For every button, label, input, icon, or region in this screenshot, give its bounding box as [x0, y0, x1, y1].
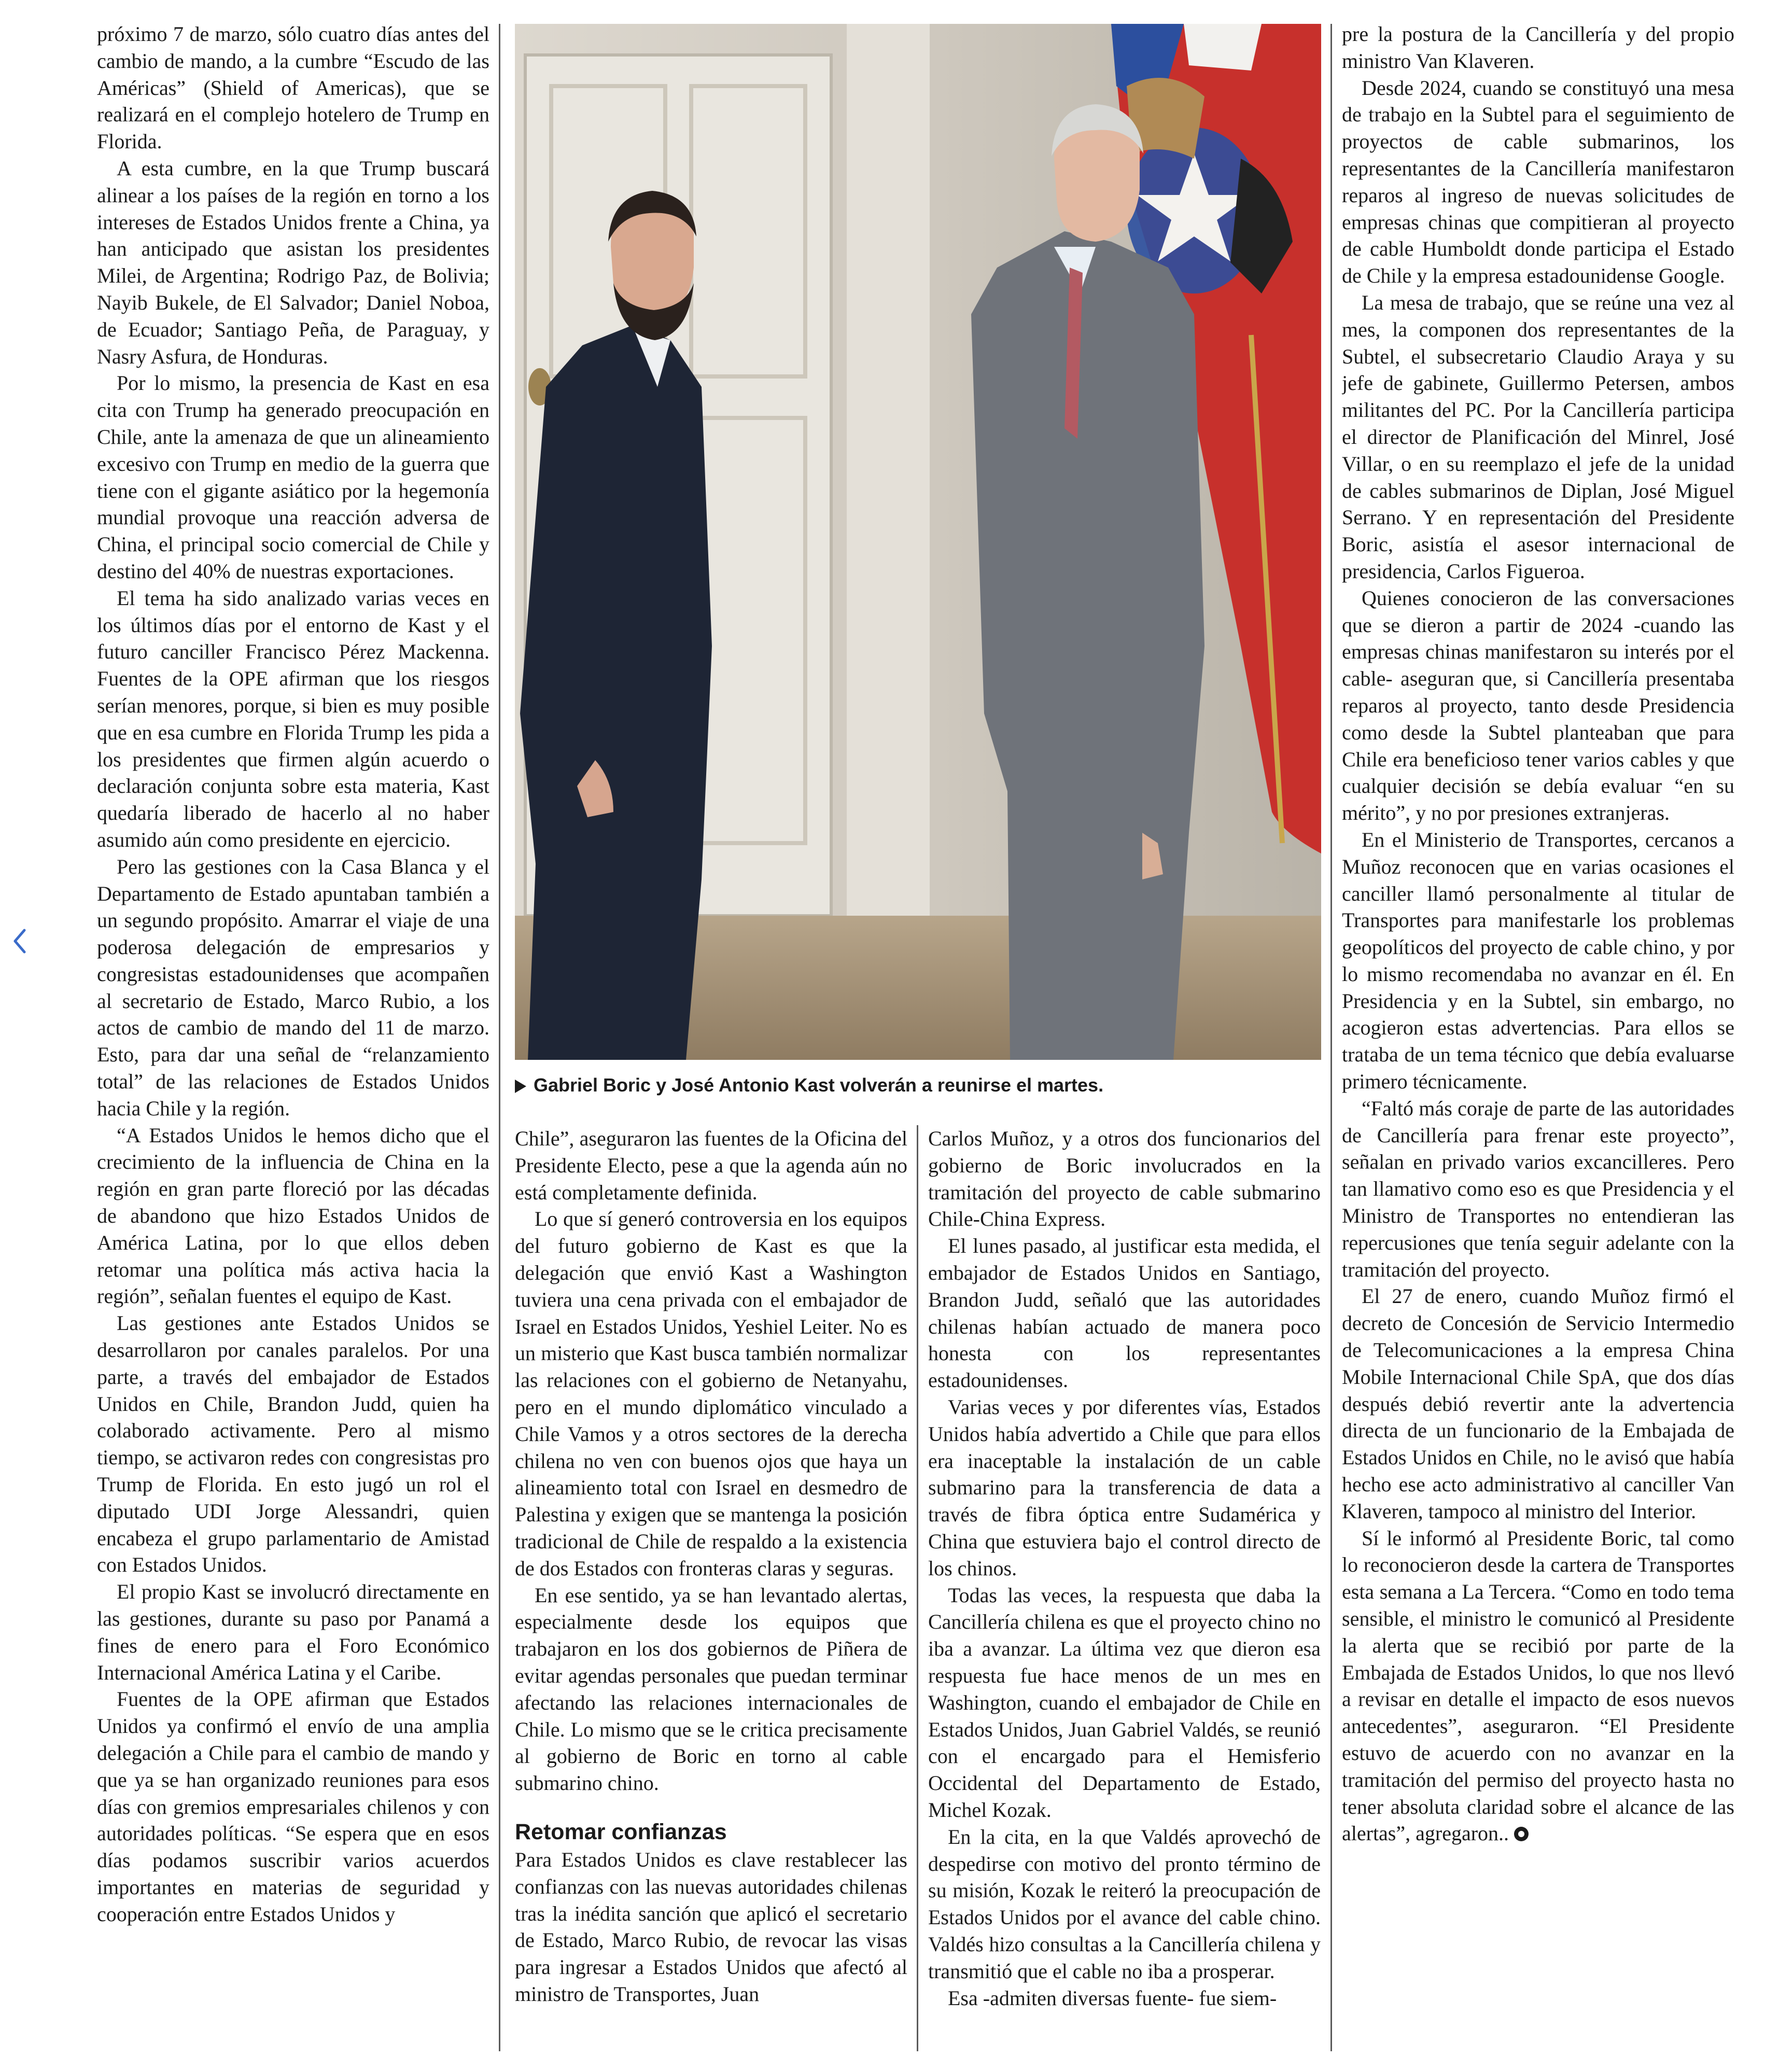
- column-rule: [917, 1125, 918, 2051]
- paragraph: Todas las veces, la respuesta que daba la Cancillería chilena es que el proyecto chino no iba a avanzar. La última vez que dieron esa respuesta fue hace menos de un mes en Washington, cuando el embajador de Chile en Estados Unidos, Juan Gabriel Valdés, se reunió con el encargado para el Hemisferio Occidental del Departamento de Estado, Michel Kozak.: [928, 1583, 1321, 1822]
- triangle-right-icon: [515, 1080, 526, 1093]
- paragraph: El 27 de enero, cuando Muñoz firmó el decreto de Concesión de Servicio Intermedio de Telecomunicaciones a la empresa China Mobile Internacional Chile SpA, que dos días después debió revertir ante la advertencia directa de un funcionario de la Embajada de Estados Unidos en Chile, no le avisó que había hecho ese acto administrativo al canciller Van Klaveren, tampoco al ministro del Interior.: [1342, 1284, 1734, 1523]
- paragraph: La mesa de trabajo, que se reúne una vez al mes, la componen dos representantes de la Subtel, el subsecretario Claudio Araya y su jefe de gabinete, Guillermo Petersen, ambos militantes del PC. Por la Cancillería participa el director de Planificación del Minrel, José Villar, o en su reemplazo el jefe de la unidad de cables submarinos de Diplan, José Miguel Serrano. Y en representación del Presidente Boric, asistía el asesor internacional de presidencia, Carlos Figueroa.: [1342, 290, 1734, 583]
- paragraph: Fuentes de la OPE afirman que Estados Unidos ya confirmó el envío de una amplia delegación a Chile para el cambio de mando y que ya se han organizado reuniones para esos días con gremios empresariales chilenos y con autoridades políticas. “Se espera que en esos días podamos suscribir varios acuerdos importantes en materias de seguridad y cooperación entre Estados Unidos y: [97, 1687, 489, 1926]
- article-column-2: [515, 1125, 907, 2059]
- chevron-left-icon: [12, 928, 27, 954]
- photo-caption-text: Gabriel Boric y José Antonio Kast volverán a reunirse el martes.: [534, 1074, 1104, 1096]
- article-column-1: [97, 21, 489, 2059]
- article-photo: [515, 24, 1321, 1060]
- paragraph: En el Ministerio de Transportes, cercanos a Muñoz reconocen que en varias ocasiones el canciller llamó personalmente al titular de Transportes para manifestarle los problemas geopolíticos del proyecto de cable chino, y por lo mismo recomendaba no avanzar en él. En Presidencia y en la Subtel, sin embargo, no acogieron estas advertencias. Para ellos se trataba de un tema técnico que debía evaluarse primero técnicamente.: [1342, 828, 1734, 1094]
- paragraph: El lunes pasado, al justificar esta medida, el embajador de Estados Unidos en Santiago, Brandon Judd, señaló que las autoridades chilenas habían actuado de manera poco honesta con los representantes estadounidenses.: [928, 1234, 1321, 1392]
- paragraph: Chile”, aseguraron las fuentes de la Oficina del Presidente Electo, pese a que la agenda aún no está completamente definida.: [515, 1127, 907, 1204]
- paragraph: Las gestiones ante Estados Unidos se desarrollaron por canales paralelos. Por una parte, a través del embajador de Estados Unidos en Chile, Brandon Judd, quien ha colaborado activamente. Pero al mismo tiempo, se activaron redes con congresistas pro Trump de Florida. En esto jugó un rol el diputado UDI Jorge Alessandri, quien encabeza el grupo parlamentario de Amistad con Estados Unidos.: [97, 1311, 489, 1577]
- article-column-4: [1342, 21, 1734, 2059]
- paragraph: Carlos Muñoz, y a otros dos funcionarios del gobierno de Boric involucrados en la tramitación del proyecto de cable submarino Chile-China Express.: [928, 1127, 1321, 1231]
- paragraph: Por lo mismo, la presencia de Kast en esa cita con Trump ha generado preocupación en Chile, ante la amenaza de que un alineamiento excesivo con Trump en medio de la guerra que tiene con el gigante asiático por la hegemonía mundial provoque una reacción adversa de China, el principal socio comercial de Chile y destino del 40% de nuestras exportaciones.: [97, 371, 489, 583]
- paragraph: Esa -admiten diversas fuente- fue siem-: [948, 1986, 1277, 2010]
- photo-illustration: [515, 24, 1321, 1060]
- paragraph: pre la postura de la Cancillería y del propio ministro Van Klaveren.: [1342, 22, 1734, 73]
- circle-end-mark-icon: [1514, 1827, 1529, 1841]
- paragraph: El propio Kast se involucró directamente en las gestiones, durante su paso por Panamá a fines de enero para el Foro Económico Internacional América Latina y el Caribe.: [97, 1580, 489, 1684]
- paragraph-text: Sí le informó al Presidente Boric, tal como lo reconocieron desde la cartera de Transportes esta semana a La Tercera. “Como en todo tema sensible, el ministro le comunicó al Presidente la alerta que se recibió por parte de la Embajada de Estados Unidos, lo que nos llevó a revisar en detalle el impacto de esos nuevos antecedentes”, aseguraron. “El Presidente estuvo de acuerdo con no avanzar en la tramitación del permiso del proyecto hasta no tener absoluta claridad sobre el alcance de las alertas”, agregaron..: [1342, 1526, 1734, 1845]
- paragraph: Para Estados Unidos es clave restablecer las confianzas con las nuevas autoridades chilenas tras la inédita sanción que aplicó el secretario de Estado, Marco Rubio, de revocar las visas para ingresar a Estados Unidos que afectó al ministro de Transportes, Juan: [515, 1847, 907, 2006]
- paragraph: “Faltó más coraje de parte de las autoridades de Cancillería para frenar este proyecto”, señalan en privado varios excancilleres. Pero tan llamativo como eso es que Presidencia y el Ministro de Transportes no entendieran las repercusiones que tenía seguir adelante con la tramitación del proyecto.: [1342, 1096, 1734, 1281]
- paragraph: A esta cumbre, en la que Trump buscará alinear a los países de la región en torno a los intereses de Estados Unidos frente a China, ya han anticipado que asistan los presidentes Milei, de Argentina; Rodrigo Paz, de Bolivia; Nayib Bukele, de El Salvador; Daniel Noboa, de Ecuador; Santiago Peña, de Paraguay, y Nasry Asfura, de Honduras.: [97, 156, 489, 368]
- article-column-3: [928, 1125, 1321, 2059]
- paragraph: En ese sentido, ya se han levantado alertas, especialmente desde los equipos que trabajaron en los dos gobiernos de Piñera de evitar agendas personales que puedan terminar afectando las relaciones internacionales de Chile. Lo mismo que se le critica precisamente al gobierno de Boric en torno al cable submarino chino.: [515, 1583, 907, 1795]
- column-rule: [1330, 24, 1332, 2051]
- column-rule: [499, 24, 500, 2051]
- paragraph: Pero las gestiones con la Casa Blanca y el Departamento de Estado apuntaban también a un segundo propósito. Amarrar el viaje de una poderosa delegación de empresarios y congresistas estadounidenses que acompañen al secretario de Estado, Marco Rubio, a los actos de cambio de mando del 11 de marzo. Esto, para dar una señal de “relanzamiento total” de las relaciones de Estados Unidos hacia Chile y la región.: [97, 855, 489, 1120]
- paragraph: Varias veces y por diferentes vías, Estados Unidos había advertido a Chile que para ellos era inaceptable la instalación de un cable submarino para la transferencia de data a través de fibra óptica entre Sudamérica y China que estuviera bajo el control directo de los chinos.: [928, 1395, 1321, 1580]
- paragraph: Lo que sí generó controversia en los equipos del futuro gobierno de Kast es que la delegación que envió Kast a Washington tuviera una cena privada con el embajador de Israel en Estados Unidos, Yeshiel Leiter. No es un misterio que Kast busca también normalizar las relaciones con el gobierno de Netanyahu, pero en el mundo diplomático vinculado a Chile Vamos y a otros sectores de la derecha chilena no ven con buenos ojos que haya un alineamiento total con Israel en desmedro de Palestina y exigen que se mantenga la posición tradicional de Chile de respaldo a la existencia de dos Estados con fronteras claras y seguras.: [515, 1207, 907, 1580]
- section-subheading: Retomar confianzas: [515, 1819, 727, 1844]
- paragraph: [1342, 1525, 1734, 1847]
- paragraph: En la cita, en la que Valdés aprovechó de despedirse con motivo del pronto término de su misión, Kozak le reiteró la preocupación de Estados Unidos por el avance del cable chino. Valdés hizo consultas a la Cancillería chilena y transmitió que el cable no iba a prosperar.: [928, 1825, 1321, 1983]
- photo-caption: [515, 1072, 1321, 1098]
- paragraph: próximo 7 de marzo, sólo cuatro días antes del cambio de mando, a la cumbre “Escudo de las Américas” (Shield of Americas), que se realizará en el complejo hotelero de Trump en Florida.: [97, 22, 489, 153]
- paragraph: Quienes conocieron de las conversaciones que se dieron a partir de 2024 -cuando las empresas chinas manifestaron su interés por el cable- aseguran que, si Cancillería presentaba reparos al proyecto, tanto desde Presidencia como desde la Subtel planteaban que para Chile era beneficioso tener varios cables y que cualquier decisión se debía evaluar “en su mérito”, y no por presiones extranjeras.: [1342, 586, 1734, 825]
- paragraph: Desde 2024, cuando se constituyó una mesa de trabajo en la Subtel para el seguimiento de proyectos de cable submarinos, los representantes de la Cancillería manifestaron reparos al ingreso de nuevas solicitudes de empresas chinas que compitieran al proyecto de cable Humboldt donde participa el Estado de Chile y la empresa estadounidense Google.: [1342, 76, 1734, 288]
- previous-page-button[interactable]: [10, 927, 29, 955]
- paragraph: El tema ha sido analizado varias veces en los últimos días por el entorno de Kast y el futuro canciller Francisco Pérez Mackenna. Fuentes de la OPE afirman que los riesgos serían menores, porque, si bien es muy posible que en esa cumbre en Florida Trump les pida a los presidentes que firmen algún acuerdo o declaración conjunta sobre esta materia, Kast quedaría liberado de hacerlo al no haber asumido aún como presidente en ejercicio.: [97, 586, 489, 851]
- paragraph: “A Estados Unidos le hemos dicho que el crecimiento de la influencia de China en la región en gran parte floreció por las décadas de abandono que hizo Estados Unidos de América Latina, por lo que ellos deben retomar una política más activa hacia la región”, señalan fuentes el equipo de Kast.: [97, 1123, 489, 1308]
